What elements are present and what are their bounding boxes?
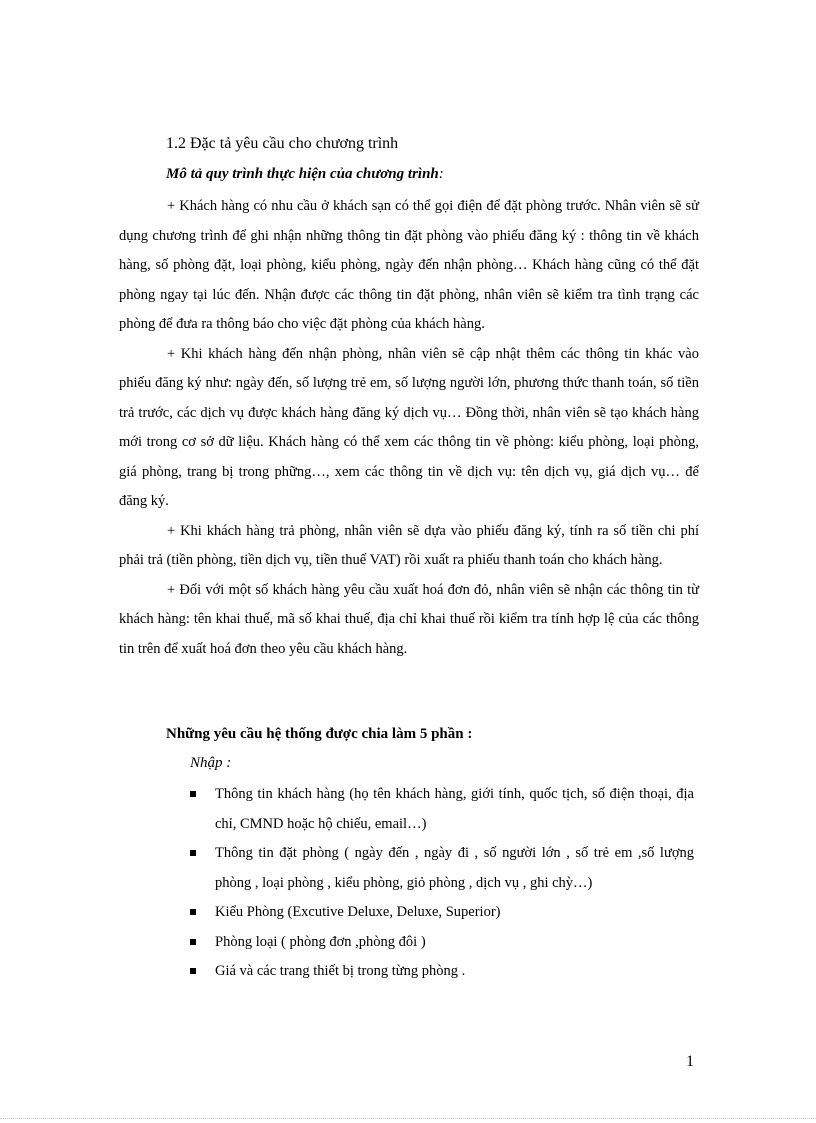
list-item-text: Thông tin đặt phòng ( ngày đến , ngày đi , số người lớn , số trẻ em ,số lượng phòng , loại phòng , kiểu phòng, giỏ phòng , dịch vụ , ghi chỳ…) — [215, 845, 694, 891]
list-item — [190, 839, 694, 898]
process-description-heading-colon: : — [438, 166, 444, 182]
paragraph-booking: + Khách hàng có nhu cầu ở khách sạn có thể gọi điện để đặt phòng trước. Nhân viên sẽ sử dụng chương trình để ghi nhận những thông tin đặt phòng vào phiếu đăng ký : thông tin về khách hàng, số phòng đặt, loại phòng, kiểu phòng, ngày đến nhận phòng… Khách hàng cũng có thể đặt phòng ngay tại lúc đến. Nhận được các thông tin đặt phòng, nhân viên sẽ kiểm tra tình trạng các phòng để đưa ra thông báo cho việc đặt phòng của khách hàng. — [119, 198, 699, 332]
paragraph-check-out: + Khi khách hàng trả phòng, nhân viên sẽ dựa vào phiếu đăng ký, tính ra số tiền chi phí phải trả (tiền phòng, tiền dịch vụ, tiền thuế VAT) rồi xuất ra phiếu thanh toán cho khách hàng. — [119, 522, 699, 568]
process-description-heading — [166, 164, 444, 184]
page-number: 1 — [686, 1053, 694, 1070]
list-item-text: Thông tin khách hàng (họ tên khách hàng, giới tính, quốc tịch, số điện thoại, địa chỉ, CMND hoặc hộ chiếu, email…) — [215, 786, 694, 832]
list-item — [190, 928, 694, 958]
list-item-text: Phòng loại ( phòng đơn ,phòng đôi ) — [215, 933, 426, 950]
process-description-body — [119, 192, 699, 664]
square-bullet-icon — [190, 968, 196, 974]
page-bottom-divider — [0, 1118, 816, 1119]
list-item — [190, 957, 694, 987]
square-bullet-icon — [190, 791, 196, 797]
list-item-text: Kiểu Phòng (Excutive Deluxe, Deluxe, Superior) — [215, 904, 501, 920]
section-heading: 1.2 Đặc tả yêu cầu cho chương trình — [166, 135, 399, 152]
list-item — [190, 898, 694, 928]
paragraph-check-in: + Khi khách hàng đến nhận phòng, nhân viên sẽ cập nhật thêm các thông tin khác vào phiếu đăng ký như: ngày đến, số lượng trẻ em, số lượng người lớn, phương thức thanh toán, số tiền trả trước, các dịch vụ được khách hàng đăng ký dịch vụ… Đồng thời, nhân viên sẽ tạo khách hàng mới trong cơ sở dữ liệu. Khách hàng có thể xem các thông tin về phòng: kiểu phòng, loại phòng, giá phòng, trang bị trong phững…, xem các thông tin về dịch vụ: tên dịch vụ, giá dịch vụ… để đăng ký. — [119, 345, 699, 509]
square-bullet-icon — [190, 939, 196, 945]
input-label: Nhập : — [190, 755, 232, 771]
square-bullet-icon — [190, 909, 196, 915]
requirements-title: Những yêu cầu hệ thống được chia làm 5 phần : — [166, 726, 473, 742]
list-item — [190, 780, 694, 839]
process-description-heading-text: Mô tả quy trình thực hiện của chương trình — [166, 166, 439, 182]
input-requirements-list — [190, 780, 694, 987]
paragraph-invoice: + Đối với một số khách hàng yêu cầu xuất hoá đơn đỏ, nhân viên sẽ nhận các thông tin từ khách hàng: tên khai thuế, mã số khai thuế, địa chỉ khai thuế rồi kiểm tra tính hợp lệ của các thông tin trên để xuất hoá đơn theo yêu cầu khách hàng. — [119, 581, 699, 657]
list-item-text: Giá và các trang thiết bị trong từng phòng . — [215, 963, 466, 979]
square-bullet-icon — [190, 850, 196, 856]
